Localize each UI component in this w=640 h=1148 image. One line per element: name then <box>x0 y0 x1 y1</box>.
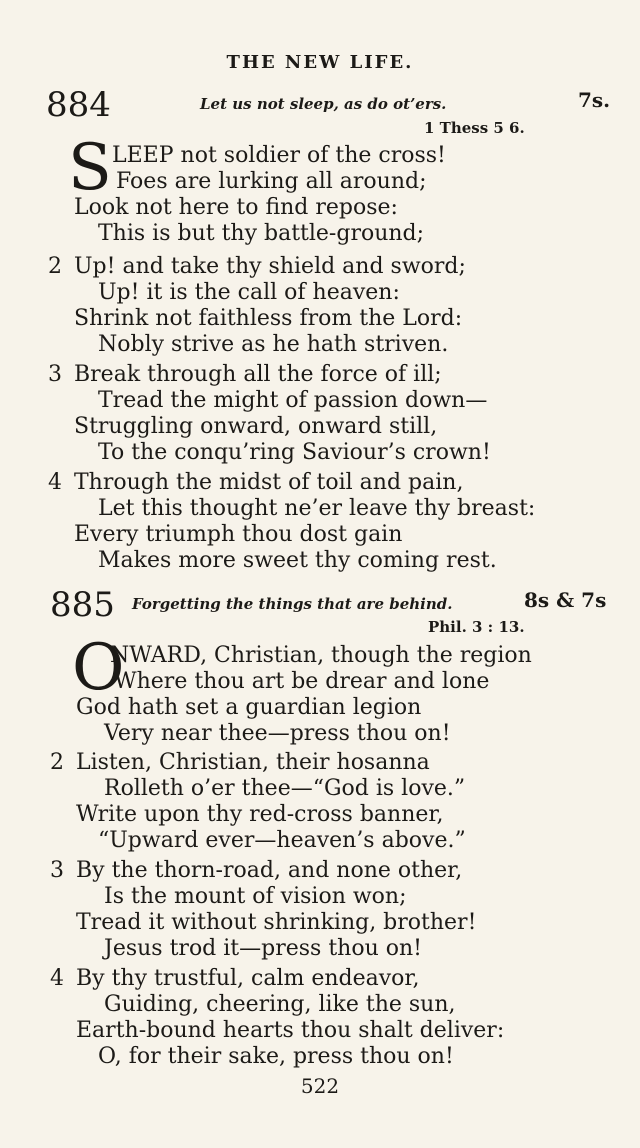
verse-line: God hath set a guardian legion <box>76 695 422 720</box>
hymn-number: 884 <box>46 85 111 125</box>
hymn-number: 885 <box>50 585 115 625</box>
drop-cap: O <box>72 631 125 705</box>
verse-line: Guiding, cheering, like the sun, <box>104 992 456 1017</box>
verse-number: 2 <box>48 254 62 279</box>
verse-line: To the conqu’ring Saviour’s crown! <box>98 440 491 465</box>
verse-number: 4 <box>48 470 62 495</box>
verse-line: Up! and take thy shield and sword; <box>74 254 466 279</box>
verse-line: Rolleth o’er thee—“God is love.” <box>104 776 466 801</box>
scripture-reference: 1 Thess 5 6. <box>424 119 525 137</box>
verse-line: Listen, Christian, their hosanna <box>76 750 430 775</box>
verse-line: Jesus trod it—press thou on! <box>104 936 423 961</box>
verse-line: Nobly strive as he hath striven. <box>98 332 449 357</box>
verse-line: O, for their sake, press thou on! <box>98 1044 454 1069</box>
verse-line: Very near thee—press thou on! <box>104 721 451 746</box>
hymn-meter: 8s & 7s <box>524 588 607 612</box>
scripture-reference: Phil. 3 : 13. <box>428 618 525 636</box>
verse-line: “Upward ever—heaven’s above.” <box>98 828 466 853</box>
verse-number: 2 <box>50 750 64 775</box>
hymn-meter: 7s. <box>578 88 611 112</box>
verse-line: Write upon thy red-cross banner, <box>76 802 444 827</box>
hymn-title: Let us not sleep, as do ot’ers. <box>200 95 447 113</box>
verse-line: Every triumph thou dost gain <box>74 522 403 547</box>
verse-line: LEEP not soldier of the cross! <box>112 143 446 168</box>
verse-line: Is the mount of vision won; <box>104 884 407 909</box>
verse-line: By the thorn-road, and none other, <box>76 858 463 883</box>
verse-number: 3 <box>50 858 64 883</box>
verse-line: This is but thy battle-ground; <box>98 221 425 246</box>
verse-line: Makes more sweet thy coming rest. <box>98 548 497 573</box>
verse-line: Tread it without shrinking, brother! <box>76 910 477 935</box>
hymn-title: Forgetting the things that are behind. <box>132 595 453 613</box>
verse-line: Earth-bound hearts thou shalt deliver: <box>76 1018 505 1043</box>
verse-line: Shrink not faithless from the Lord: <box>74 306 463 331</box>
verse-line: Through the midst of toil and pain, <box>74 470 464 495</box>
verse-line: Break through all the force of ill; <box>74 362 442 387</box>
verse-line: Where thou art be drear and lone <box>114 669 490 694</box>
verse-line: By thy trustful, calm endeavor, <box>76 966 420 991</box>
verse-line: Tread the might of passion down— <box>98 388 488 413</box>
verse-line: Up! it is the call of heaven: <box>98 280 400 305</box>
page-number: 522 <box>300 1074 340 1098</box>
verse-line: NWARD, Christian, though the region <box>110 643 532 668</box>
drop-cap: S <box>68 131 112 205</box>
verse-line: Look not here to find repose: <box>74 195 398 220</box>
verse-line: Struggling onward, onward still, <box>74 414 438 439</box>
verse-line: Foes are lurking all around; <box>116 169 427 194</box>
verse-number: 4 <box>50 966 64 991</box>
running-head: THE NEW LIFE. <box>226 52 414 73</box>
verse-number: 3 <box>48 362 62 387</box>
verse-line: Let this thought ne’er leave thy breast: <box>98 496 536 521</box>
